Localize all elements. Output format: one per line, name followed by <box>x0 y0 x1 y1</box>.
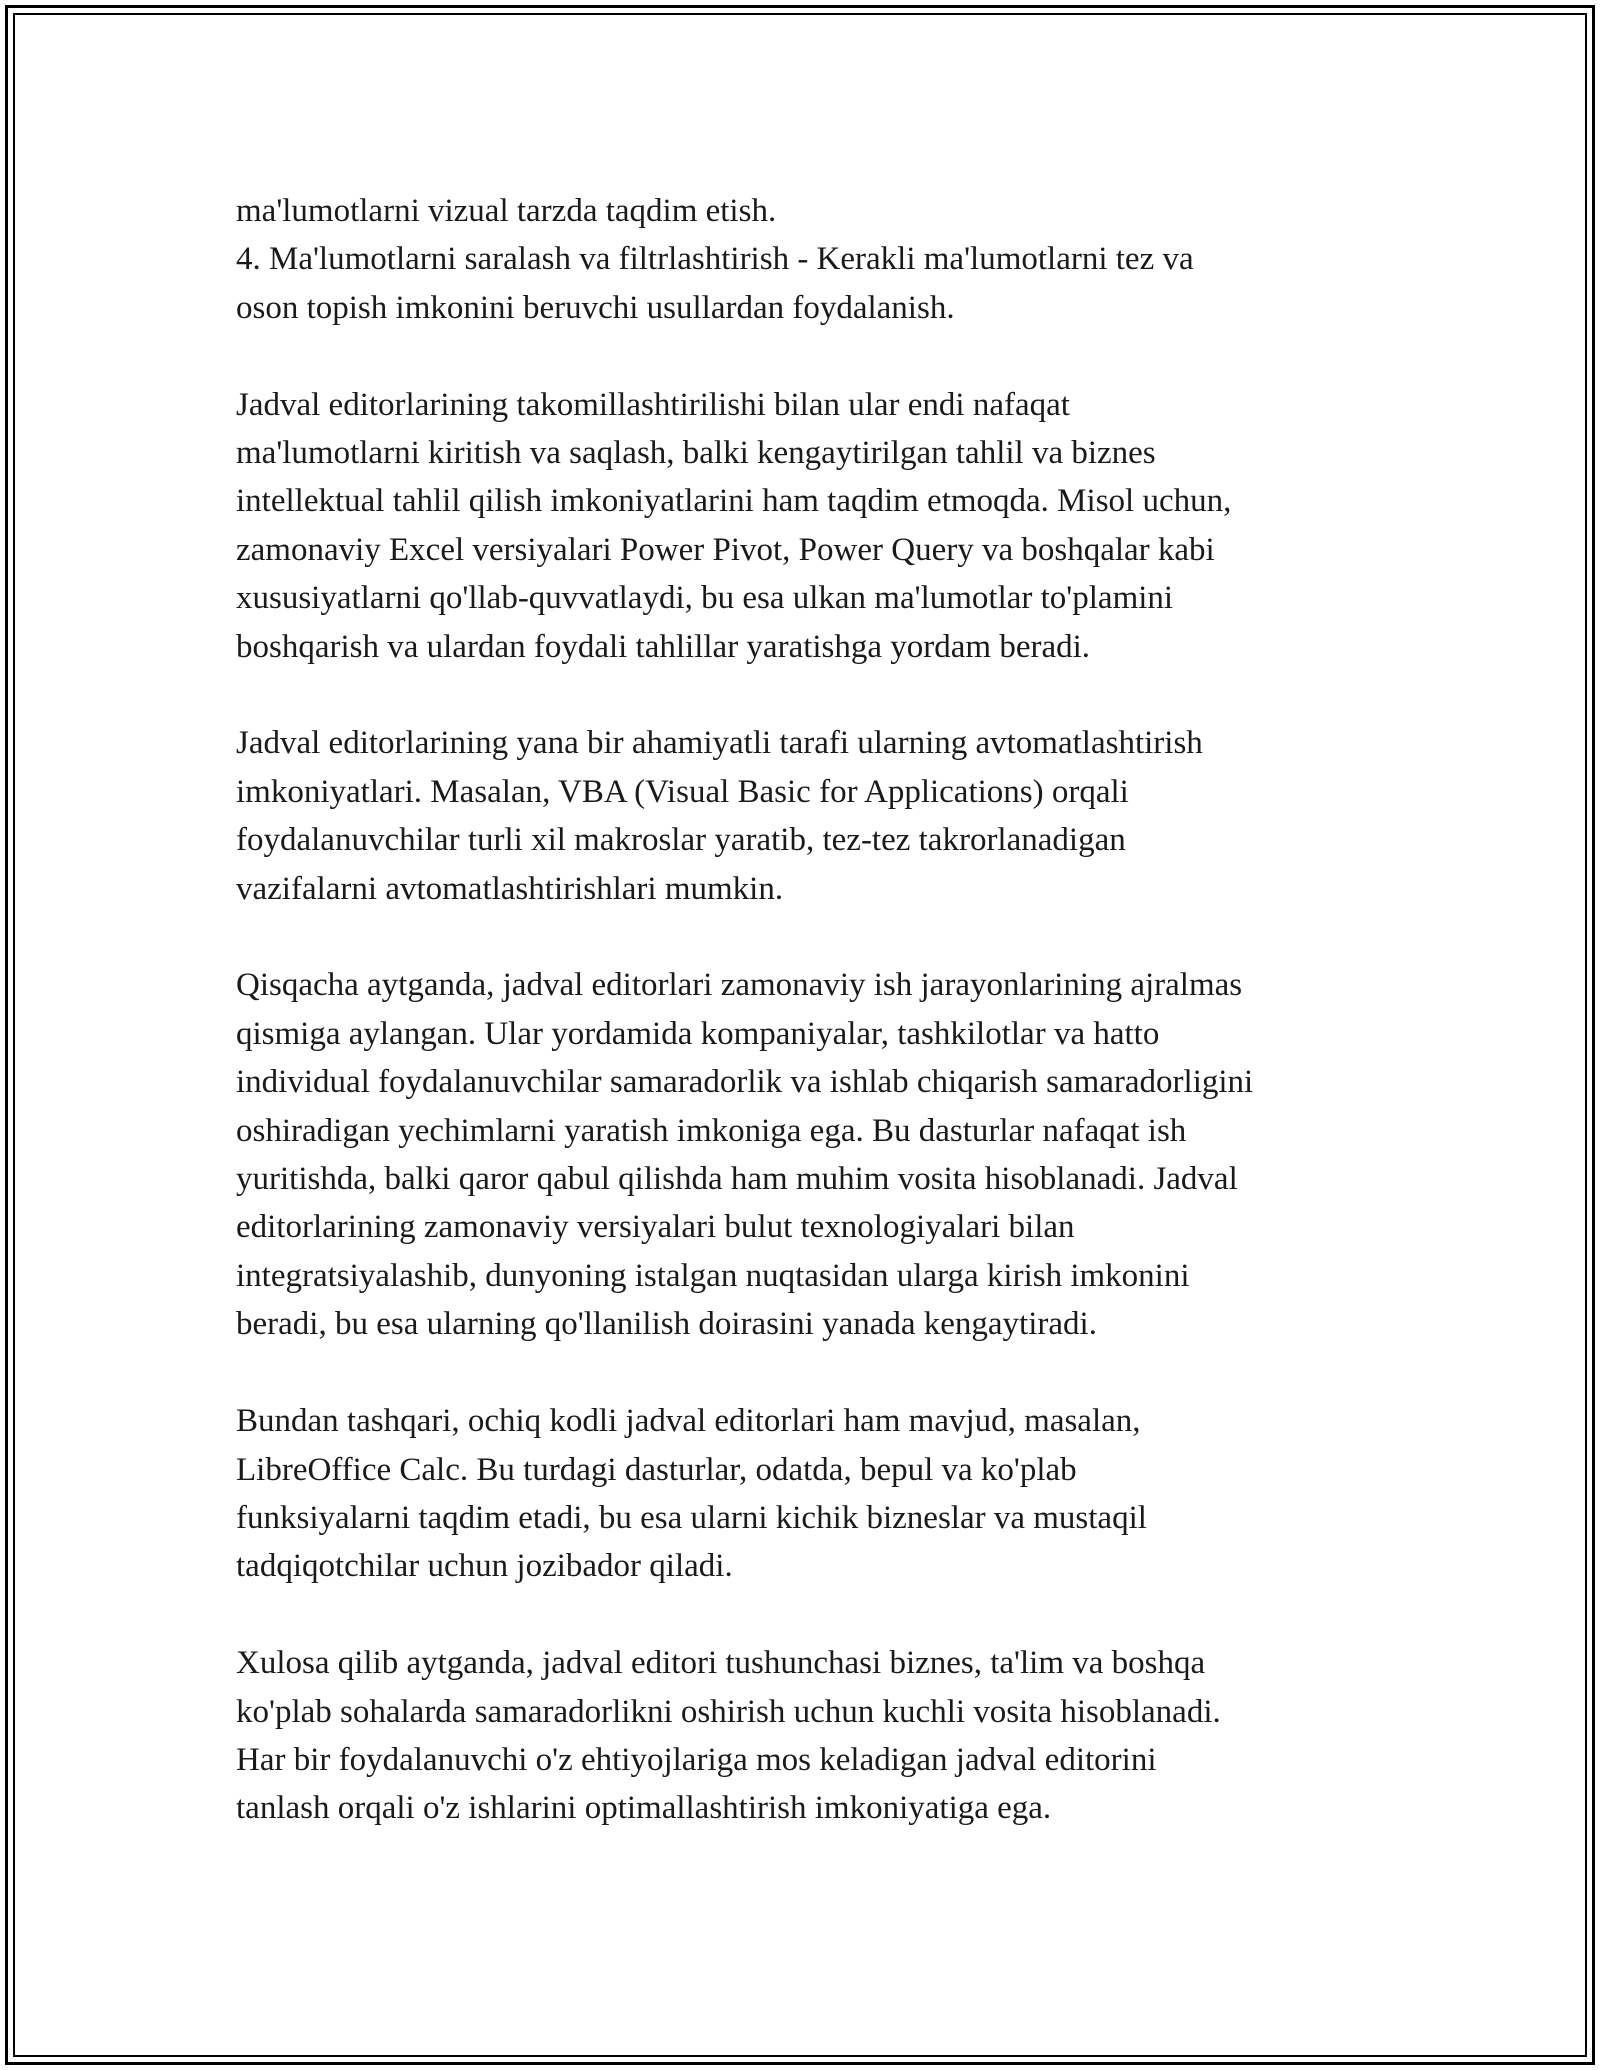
document-body <box>236 187 1416 1833</box>
paragraph-5: Bundan tashqari, ochiq kodli jadval editorlari ham mavjud, masalan, LibreOffice Calc. Bu turdagi dasturlar, odatda, bepul va ko'plab funksiyalarni taqdim etadi, bu esa ularni kichik bizneslar va mustaqil tadqiqotchilar uchun jozibador qiladi. <box>236 1403 1147 1585</box>
paragraph-3: Jadval editorlarining yana bir ahamiyatli tarafi ularning avtomatlashtirish imkoniyatlari. Masalan, VBA (Visual Basic for Applications) orqali foydalanuvchilar turli xil makroslar yaratib, tez-tez takrorlanadigan vazifalarni avtomatlashtirishlari mumkin. <box>236 725 1203 907</box>
paragraph-1: ma'lumotlarni vizual tarzda taqdim etish. 4. Ma'lumotlarni saralash va filtrlashtirish - Kerakli ma'lumotlarni tez va oson topish imkonini beruvchi usullardan foydalanish. <box>236 193 1194 326</box>
paragraph-2: Jadval editorlarining takomillashtirilishi bilan ular endi nafaqat ma'lumotlarni kiritish va saqlash, balki kengaytirilgan tahlil va biznes intellektual tahlil qilish imkoniyatlarini ham taqdim etmoqda. Misol uchun, zamonaviy Excel versiyalari Power Pivot, Power Query va boshqalar kabi xususiyatlarni qo'llab-quvvatlaydi, bu esa ulkan ma'lumotlar to'plamini boshqarish va ulardan foydali tahlillar yaratishga yordam beradi. <box>236 386 1232 665</box>
paragraph-4: Qisqacha aytganda, jadval editorlari zamonaviy ish jarayonlarining ajralmas qismiga aylangan. Ular yordamida kompaniyalar, tashkilotlar va hatto individual foydalanuvchilar samaradorlik va ishlab chiqarish samaradorligini oshiradigan yechimlarni yaratish imkoniga ega. Bu dasturlar nafaqat ish yuritishda, balki qaror qabul qilishda ham muhim vosita hisoblanadi. Jadval editorlarining zamonaviy versiyalari bulut texnologiyalari bilan integratsiyalashib, dunyoning istalgan nuqtasidan ularga kirish imkonini beradi, bu esa ularning qo'llanilish doirasini yanada kengaytiradi. <box>236 967 1254 1343</box>
paragraph-6: Xulosa qilib aytganda, jadval editori tushunchasi biznes, ta'lim va boshqa ko'plab sohalarda samaradorlikni oshirish uchun kuchli vosita hisoblanadi. Har bir foydalanuvchi o'z ehtiyojlariga mos keladigan jadval editorini tanlash orqali o'z ishlarini optimallashtirish imkoniyatiga ega. <box>236 1645 1221 1827</box>
